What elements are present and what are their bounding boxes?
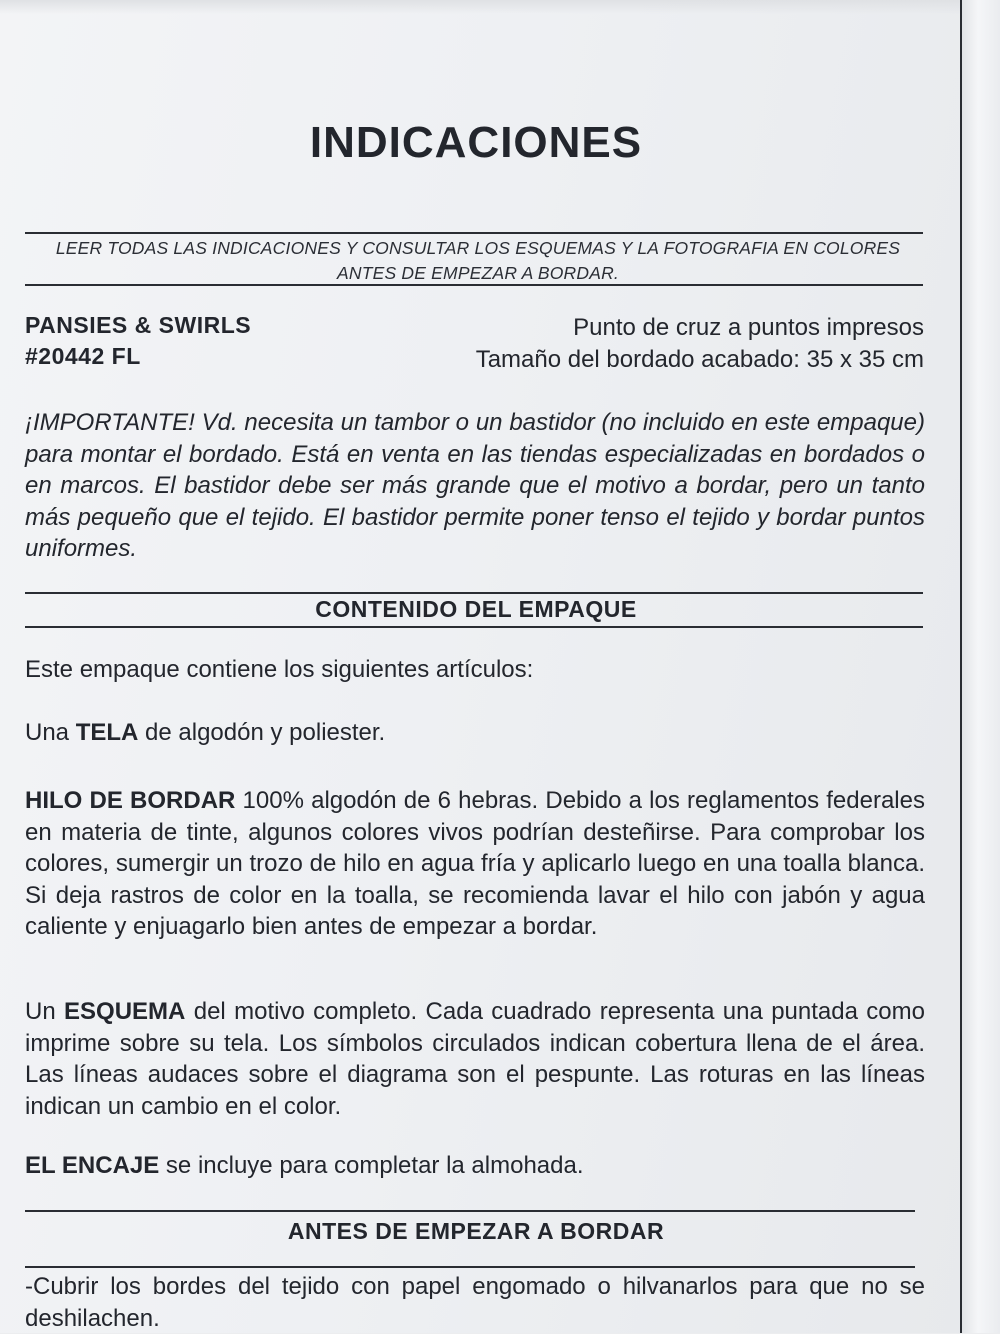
stitch-type: Punto de cruz a puntos impresos — [573, 314, 924, 341]
item-hilo-name: HILO DE BORDAR — [25, 787, 236, 814]
item-tela-name: TELA — [75, 719, 139, 746]
item-encaje-text: se incluye para completar la almohada. — [159, 1152, 584, 1179]
divider — [25, 284, 923, 286]
item-esquema-prefix: Un — [25, 998, 65, 1025]
important-notice: ¡IMPORTANTE! Vd. necesita un tambor o un bastidor (no incluido en este empaque) para montar el bordado. Está en venta en las tiendas especializadas en bordados o en marcos. El bastidor debe ser más grande que el motivo a bordar, pero un tanto más pequeño que el tejido. El bastidor permite poner tenso el tejido y bordar puntos uniformes. — [25, 409, 925, 562]
before-step-1: -Cubrir los bordes del tejido con papel engomado o hilvanarlos para que no se deshilachen. — [25, 1273, 925, 1332]
page-edge — [960, 0, 1000, 1333]
read-first-note — [28, 236, 928, 286]
product-code: #20442 FL — [25, 343, 141, 369]
note-line-1: LEER TODAS LAS INDICACIONES Y CONSULTAR LOS ESQUEMAS Y LA FOTOGRAFIA EN COLORES — [55, 238, 901, 258]
contents-heading: CONTENIDO DEL EMPAQUE — [315, 596, 637, 622]
item-esquema — [25, 996, 925, 1122]
item-tela-prefix: Una — [25, 719, 76, 746]
item-esquema-name: ESQUEMA — [64, 998, 186, 1025]
item-hilo — [25, 785, 925, 943]
divider — [25, 1266, 915, 1268]
item-esquema-text: del motivo completo. Cada cuadrado representa una puntada como imprime sobre su tela. Los símbolos circulados indican cobertura llena de el área. Las líneas audaces sobre el diagrama son el pespunte. Las roturas en las líneas indican un cambio en el color. — [25, 998, 925, 1120]
page-title: INDICACIONES — [309, 118, 643, 167]
item-tela-text: de algodón y poliester. — [138, 719, 386, 746]
item-encaje-name: EL ENCAJE — [25, 1152, 160, 1179]
divider — [25, 1210, 915, 1212]
divider — [25, 232, 923, 234]
contents-intro: Este empaque contiene los siguientes artículos: — [25, 656, 534, 683]
note-line-2: ANTES DE EMPEZAR A BORDAR. — [336, 263, 619, 283]
divider — [25, 626, 923, 628]
finished-size: Tamaño del bordado acabado: 35 x 35 cm — [475, 346, 924, 373]
before-heading: ANTES DE EMPEZAR A BORDAR — [287, 1218, 665, 1244]
page-fold-shadow — [0, 0, 1000, 14]
item-encaje — [25, 1152, 584, 1180]
item-hilo-text: 100% algodón de 6 hebras. Debido a los reglamentos federales en materia de tinte, algunos colores vivos podrían desteñirse. Para comprobar los colores, sumergir un trozo de hilo en agua fría y aplicarlo luego en una toalla blanca. Si deja rastros de color en la toalla, se recomienda lavar el hilo con jabón y agua caliente y enjuagarlo bien antes de empezar a bordar. — [25, 787, 925, 940]
divider — [25, 592, 923, 594]
product-name: PANSIES & SWIRLS — [25, 312, 252, 338]
item-tela — [25, 719, 385, 747]
